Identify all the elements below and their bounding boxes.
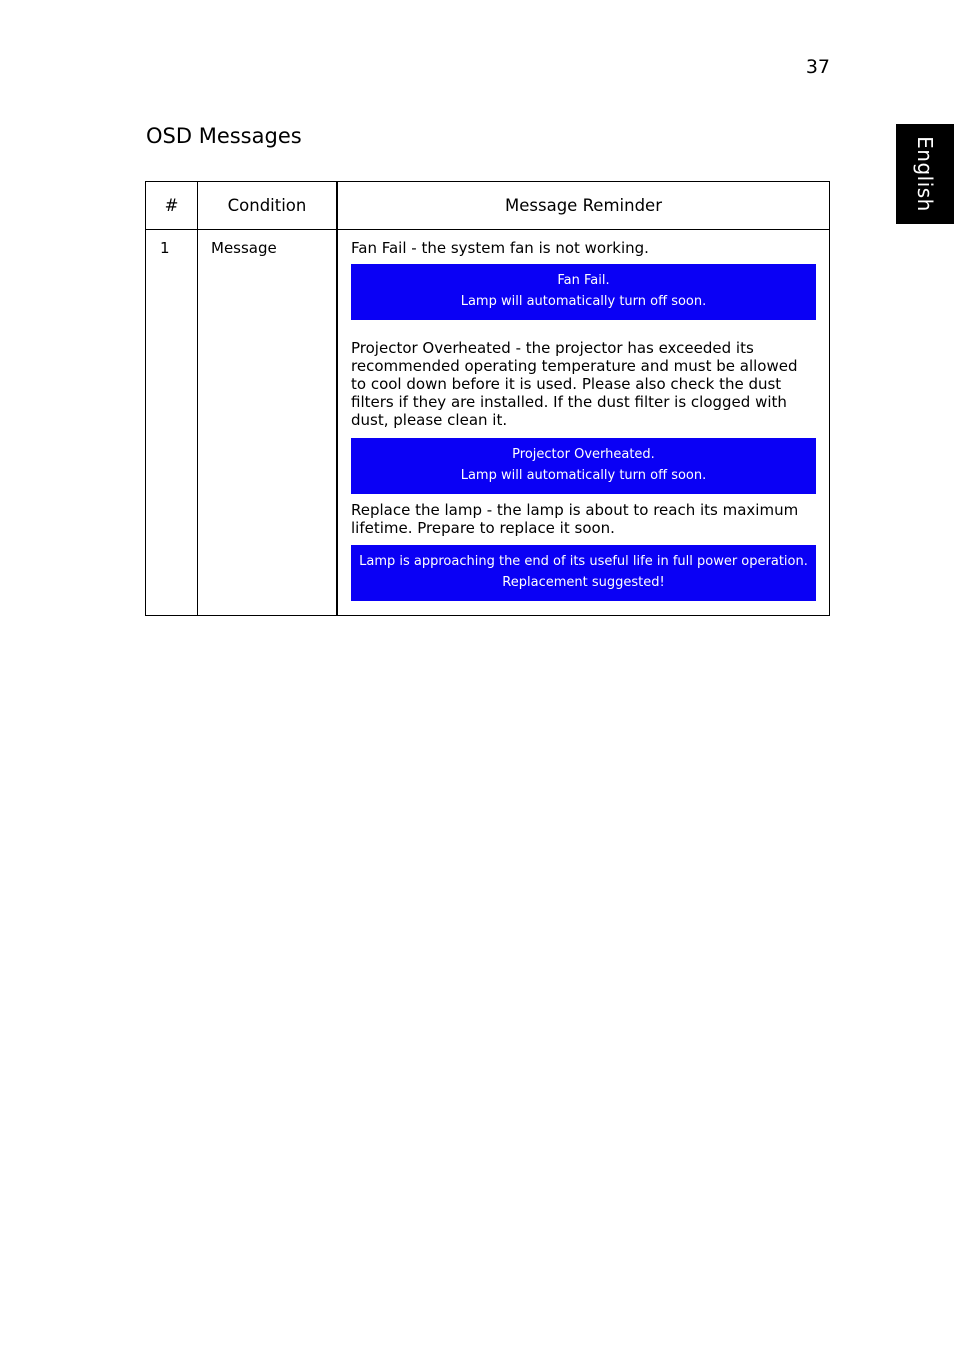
row-message-reminder	[337, 230, 830, 616]
fan-fail-osd-message	[351, 264, 816, 320]
osd-line: Replacement suggested!	[502, 575, 665, 590]
osd-messages-table	[145, 181, 830, 616]
osd-line: Fan Fail.	[557, 273, 610, 288]
header-number: #	[146, 182, 198, 230]
section-title: OSD Messages	[146, 124, 302, 148]
osd-line: Lamp will automatically turn off soon.	[460, 294, 707, 309]
page-number: 37	[805, 56, 830, 78]
osd-line: Projector Overheated.	[512, 447, 655, 462]
overheated-description: Projector Overheated - the projector has exceeded its recommended operating temperature and must be allowed to cool down before it is used. Please also check the dust filters if they are installed. If the dust filter is clogged with dust, please clean it.	[351, 339, 798, 429]
header-message-reminder: Message Reminder	[337, 182, 830, 230]
fan-fail-description: Fan Fail - the system fan is not working.	[351, 239, 649, 257]
header-condition: Condition	[198, 182, 338, 230]
table-row	[146, 230, 830, 616]
language-side-tab	[896, 124, 954, 224]
table-header-row	[146, 182, 830, 230]
row-condition: Message	[198, 230, 338, 616]
language-side-tab-label: English	[913, 136, 937, 212]
overheated-osd-message	[351, 438, 816, 494]
replace-lamp-osd-message	[351, 545, 816, 601]
replace-lamp-description: Replace the lamp - the lamp is about to reach its maximum lifetime. Prepare to replace it soon.	[351, 501, 799, 537]
osd-line: Lamp will automatically turn off soon.	[460, 468, 707, 483]
osd-line: Lamp is approaching the end of its useful life in full power operation.	[359, 554, 808, 569]
row-number: 1	[146, 230, 198, 616]
